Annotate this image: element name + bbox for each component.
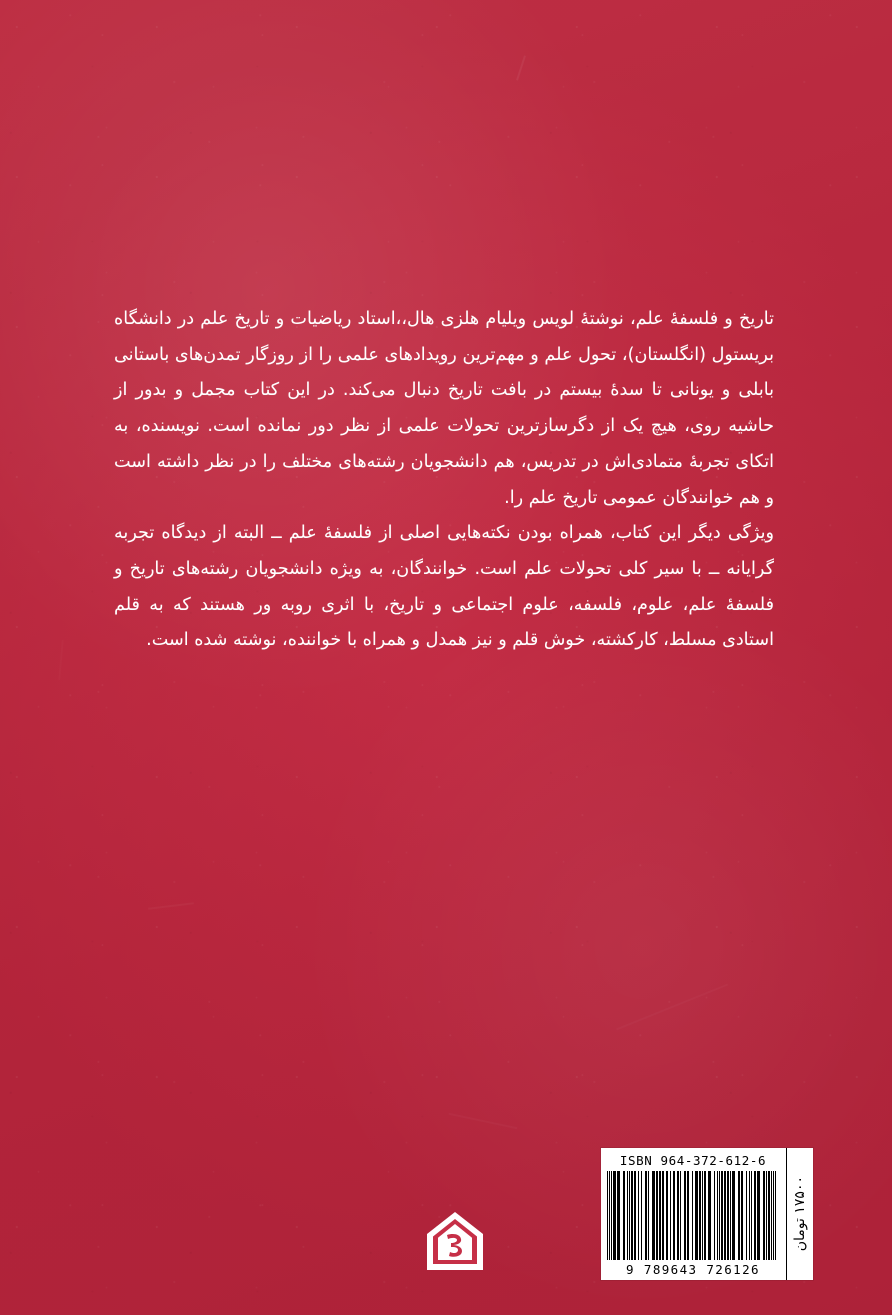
price-label: ۱۷۵۰۰ تومان [792, 1176, 808, 1252]
cover-scuff-mark [516, 55, 526, 80]
cover-scuff-mark [148, 902, 194, 909]
isbn-text: ISBN 964-372-612-6 [619, 1153, 767, 1168]
price-strip [786, 1148, 813, 1280]
back-cover-blurb [114, 302, 774, 659]
barcode-bars [607, 1171, 779, 1260]
cover-scuff-mark [449, 1113, 518, 1129]
blurb-paragraph-1: تاریخ و فلسفهٔ علم، نوشتهٔ لویس ویلیام هلزی هال،،استاد ریاضیات و تاریخ علم در دانشگاه بریستول (انگلستان)، تحول علم و مهم‌ترین رویدادهای علمی را از روزگار تمدن‌های باستانی بابلی و یونانی تا سدهٔ بیستم در بافت تاریخ دنبال می‌کند. در این کتاب مجمل و بدور از حاشیه روی، هیچ یک از دگرسازترین تحولات علمی از نظر دور نمانده است. نویسنده، به اتکای تجربهٔ متمادی‌اش در تدریس، هم دانشجویان رشته‌های مختلف را در نظر داشته است و هم خوانندگان عمومی تاریخ علم را. [114, 309, 774, 508]
house-logo-icon [425, 1210, 485, 1272]
cover-scuff-mark [58, 640, 63, 680]
cover-scuff-mark [616, 984, 728, 1030]
blurb-paragraph-2: ویژگی دیگر این کتاب، همراه بودن نکته‌هایی اصلی از فلسفهٔ علم ــ البته از دیدگاه تجربه گرایانه ــ با سیر کلی تحولات علم است. خوانندگان، به ویژه دانشجویان رشته‌های تاریخ و فلسفهٔ علم، علوم، فلسفه، علوم اجتماعی و تاریخ، با اثری روبه ور هستند که به قلم استادی مسلط، کارکشته، خوش قلم و نیز همدل و همراه با خواننده، نوشته شده است. [114, 523, 774, 651]
barcode-main [601, 1148, 786, 1280]
isbn-barcode-block [601, 1148, 813, 1280]
ean-text: 9 789643 726126 [626, 1262, 760, 1277]
